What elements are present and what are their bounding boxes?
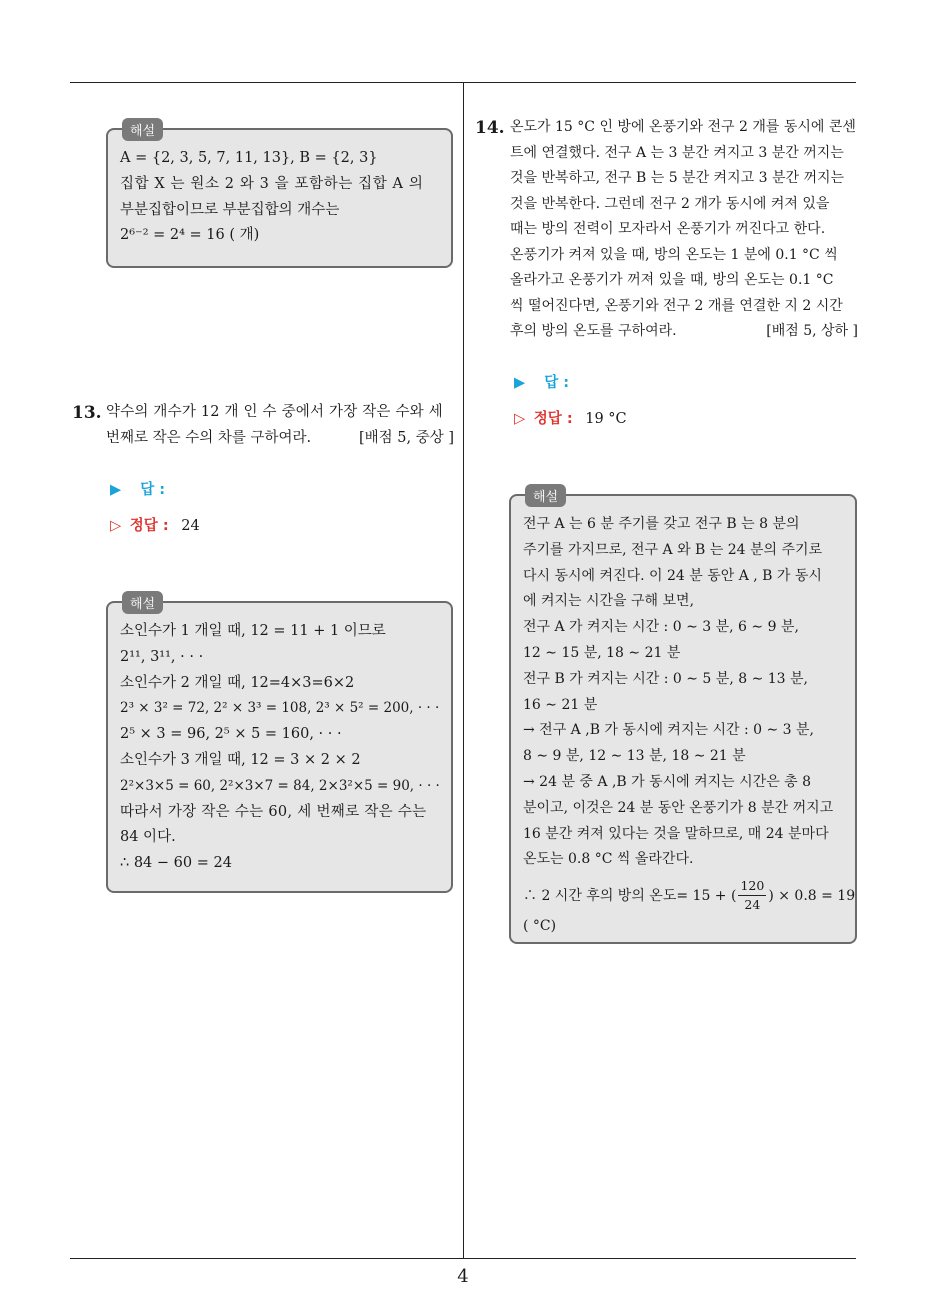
play-icon: ▶	[110, 482, 122, 498]
fraction-denominator: 24	[744, 897, 761, 913]
solution-line: ( °C)	[523, 918, 557, 935]
answer-label: 답 :	[140, 482, 166, 498]
correct-label: 정답 :	[129, 518, 169, 534]
solution-box-13	[106, 597, 453, 893]
outline-play-icon: ▷	[514, 411, 526, 427]
solution-line: 따라서 가장 작은 수는 60, 세 번째로 작은 수는	[120, 803, 427, 820]
solution-line: 2²×3×5 = 60, 2²×3×7 = 84, 2×3²×5 = 90, · · ·	[120, 777, 440, 794]
solution-line: → 전구 A ,B 가 동시에 켜지는 시간 : 0 ∼ 3 분,	[523, 722, 814, 739]
outline-play-icon: ▷	[110, 518, 122, 534]
formula-suffix: ) × 0.8 = 19	[768, 887, 856, 904]
question-meta: [배점 5, 중상 ]	[358, 429, 454, 446]
solution-line: 소인수가 1 개일 때, 12 = 11 + 1 이므로	[120, 623, 386, 639]
page-number: 4	[457, 1266, 469, 1287]
solution-box-12	[106, 124, 453, 268]
solution-line: 12 ∼ 15 분, 18 ∼ 21 분	[523, 644, 681, 661]
solution-line: 소인수가 3 개일 때, 12 = 3 × 2 × 2	[120, 751, 361, 768]
question-line: 올라가고 온풍기가 꺼져 있을 때, 방의 온도는 0.1 °C	[510, 272, 834, 288]
play-icon: ▶	[514, 375, 526, 391]
solution-line: 2⁶⁻² = 2⁴ = 16 ( 개)	[120, 227, 260, 244]
solution-line: 2⁵ × 3 = 96, 2⁵ × 5 = 160, · · ·	[120, 726, 342, 743]
solution-box-14	[509, 490, 857, 944]
solution-line: 전구 B 가 켜지는 시간 : 0 ∼ 5 분, 8 ∼ 13 분,	[523, 670, 808, 687]
question-line: 트에 연결했다. 전구 A 는 3 분간 켜지고 3 분간 꺼지는	[510, 144, 844, 161]
question-line: 번째로 작은 수의 차를 구하여라.	[106, 429, 312, 446]
question-number: 14.	[475, 118, 505, 138]
correct-answer-row	[110, 514, 200, 535]
answer-row[interactable]	[110, 478, 165, 499]
question-line: 온도가 15 °C 인 방에 온풍기와 전구 2 개를 동시에 콘센	[510, 119, 856, 135]
solution-line: 전구 A 는 6 분 주기를 갖고 전구 B 는 8 분의	[523, 516, 800, 532]
correct-value: 24	[181, 518, 200, 534]
question-number: 13.	[72, 403, 102, 423]
bottom-rule	[70, 1258, 856, 1259]
solution-line: 2³ × 3² = 72, 2² × 3³ = 108, 2³ × 5² = 200, · · ·	[120, 700, 440, 717]
column-divider	[463, 83, 464, 1259]
question-line: 것을 반복한다. 그런데 전구 2 개가 동시에 켜져 있을	[510, 195, 830, 212]
correct-value: 19 °C	[585, 411, 627, 427]
solution-tag: 해설	[122, 591, 163, 614]
solution-line: 주기를 가지므로, 전구 A 와 B 는 24 분의 주기로	[523, 541, 823, 558]
solution-line: 8 ∼ 9 분, 12 ∼ 13 분, 18 ∼ 21 분	[523, 748, 746, 765]
solution-line: 16 ∼ 21 분	[523, 696, 598, 713]
solution-line: 집합 X 는 원소 2 와 3 을 포함하는 집합 A 의	[120, 175, 424, 192]
solution-line: 온도는 0.8 °C 씩 올라간다.	[523, 851, 694, 868]
solution-line: 부분집합이므로 부분집합의 개수는	[120, 201, 340, 218]
solution-line: 전구 A 가 켜지는 시간 : 0 ∼ 3 분, 6 ∼ 9 분,	[523, 619, 799, 636]
solution-line: 소인수가 2 개일 때, 12=4×3=6×2	[120, 674, 355, 691]
question-line: 때는 방의 전력이 모자라서 온풍기가 꺼진다고 한다.	[510, 221, 826, 237]
solution-line: 16 분간 켜져 있다는 것을 말하므로, 매 24 분마다	[523, 825, 829, 842]
correct-label: 정답 :	[533, 411, 573, 427]
question-text	[510, 115, 858, 345]
question-text	[106, 400, 454, 451]
solution-tag: 해설	[122, 118, 163, 141]
solution-line: → 24 분 중 A ,B 가 동시에 켜지는 시간은 총 8	[523, 773, 812, 790]
question-line: 후의 방의 온도를 구하여라.	[510, 323, 677, 339]
solution-line: ∴ 84 − 60 = 24	[120, 855, 232, 872]
formula-line	[523, 877, 856, 914]
formula-prefix: ∴ 2 시간 후의 방의 온도= 15 + (	[523, 887, 737, 904]
question-meta: [배점 5, 상하 ]	[766, 323, 858, 339]
question-line: 것을 반복하고, 전구 B 는 5 분간 켜지고 3 분간 꺼지는	[510, 170, 845, 186]
question-line: 약수의 개수가 12 개 인 수 중에서 가장 작은 수와 세	[106, 404, 443, 420]
answer-row[interactable]	[514, 371, 569, 392]
fraction	[738, 877, 766, 914]
answer-label: 답 :	[544, 375, 570, 391]
question-line: 씩 떨어진다면, 온풍기와 전구 2 개를 연결한 지 2 시간	[510, 297, 843, 314]
solution-line: 분이고, 이것은 24 분 동안 온풍기가 8 분간 꺼지고	[523, 799, 834, 816]
question-line: 온풍기가 켜져 있을 때, 방의 온도는 1 분에 0.1 °C 씩	[510, 246, 838, 263]
fraction-numerator: 120	[738, 877, 766, 896]
solution-line: 84 이다.	[120, 829, 176, 846]
solution-line: A = {2, 3, 5, 7, 11, 13}, B = {2, 3}	[120, 150, 378, 166]
solution-tag: 해설	[525, 484, 566, 507]
solution-line: 2¹¹, 3¹¹, · · ·	[120, 648, 204, 665]
solution-line: 에 켜지는 시간을 구해 보면,	[523, 593, 695, 610]
solution-line: 다시 동시에 켜진다. 이 24 분 동안 A , B 가 동시	[523, 567, 822, 584]
correct-answer-row	[514, 407, 627, 428]
